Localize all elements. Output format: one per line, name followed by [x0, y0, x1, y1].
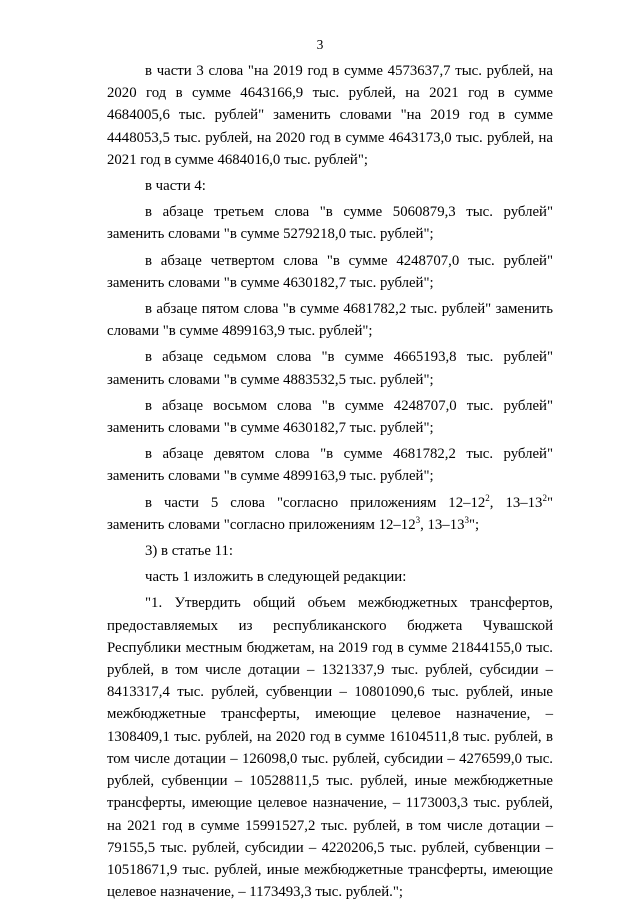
paragraph-abzac-7: в абзаце седьмом слова "в сумме 4665193,8 тыс. рублей" заменить словами "в сумме 4883532,5 тыс. рублей"; [107, 349, 553, 388]
superscript: 3 [464, 514, 469, 525]
paragraph-part-5 [107, 492, 553, 536]
superscript: 2 [542, 492, 547, 503]
text-segment: , 13–13 [420, 516, 465, 533]
document-body [107, 60, 553, 907]
text-segment: " заменить словами "согласно приложениям 12–12 [107, 494, 554, 533]
paragraph-abzac-9: в абзаце девятом слова "в сумме 4681782,2 тыс. рублей" заменить словами "в сумме 4899163,9 тыс. рублей"; [107, 446, 553, 485]
paragraph-part-1-intro: часть 1 изложить в следующей редакции: [145, 569, 407, 586]
text-segment: в части 5 слова "согласно приложениям 12–12 [145, 494, 486, 511]
paragraph-part-1-text: "1. Утвердить общий объем межбюджетных трансфертов, предоставляемых из республиканского бюджета Чувашской Республики местным бюджетам, на 2019 год в сумме 21844155,0 тыс. рублей, в том числе дотации – 1321337,9 тыс. рублей, субсидии – 8413317,4 тыс. рублей, субвенции – 10801090,6 тыс. рублей, иные межбюджетные трансферты, имеющие целевое назначение, – 1308409,1 тыс. рублей, на 2020 год в сумме 16104511,8 тыс. рублей, в том числе дотации – 126098,0 тыс. рублей, субсидии – 4276599,0 тыс. рублей, субвенции – 10528811,5 тыс. рублей, иные межбюджетные трансферты, имеющие целевое назначение, – 1173003,3 тыс. рублей, на 2021 год в сумме 15991527,2 тыс. рублей, в том числе дотации – 79155,5 тыс. рублей, субсидии – 4220206,5 тыс. рублей, субвенции – 10518671,9 тыс. рублей, иные межбюджетные трансферты, имеющие целевое назначение, – 1173493,3 тыс. рублей."; [107, 595, 553, 901]
text-segment: "; [468, 516, 480, 533]
page-number: 3 [316, 37, 324, 52]
superscript: 3 [415, 514, 421, 525]
paragraph-abzac-8: в абзаце восьмом слова "в сумме 4248707,0 тыс. рублей" заменить словами "в сумме 4630182,7 тыс. рублей"; [107, 397, 553, 437]
paragraph-part-3: в части 3 слова "на 2019 год в сумме 4573637,7 тыс. рублей, на 2020 год в сумме 4643166,9 тыс. рублей, на 2021 год в сумме 4684005,6 тыс. рублей" заменить словами "на 2019 год в сумме 4448053,5 тыс. рублей, на 2020 год в сумме 4643173,0 тыс. рублей, на 2021 год в сумме 4684016,0 тыс. рублей"; [107, 63, 553, 168]
paragraph-article-11: 3) в статье 11: [145, 543, 233, 560]
paragraph-part-4-heading: в части 4: [145, 178, 206, 195]
paragraph-abzac-4: в абзаце четвертом слова "в сумме 4248707,0 тыс. рублей" заменить словами "в сумме 4630182,7 тыс. рублей"; [107, 252, 553, 291]
paragraph-abzac-5: в абзаце пятом слова "в сумме 4681782,2 тыс. рублей" заменить словами "в сумме 4899163,9 тыс. рублей"; [107, 301, 553, 340]
paragraph-abzac-3: в абзаце третьем слова "в сумме 5060879,3 тыс. рублей" заменить словами "в сумме 5279218,0 тыс. рублей"; [107, 204, 553, 243]
text-segment: , 13–13 [489, 494, 543, 511]
superscript: 2 [485, 492, 490, 503]
